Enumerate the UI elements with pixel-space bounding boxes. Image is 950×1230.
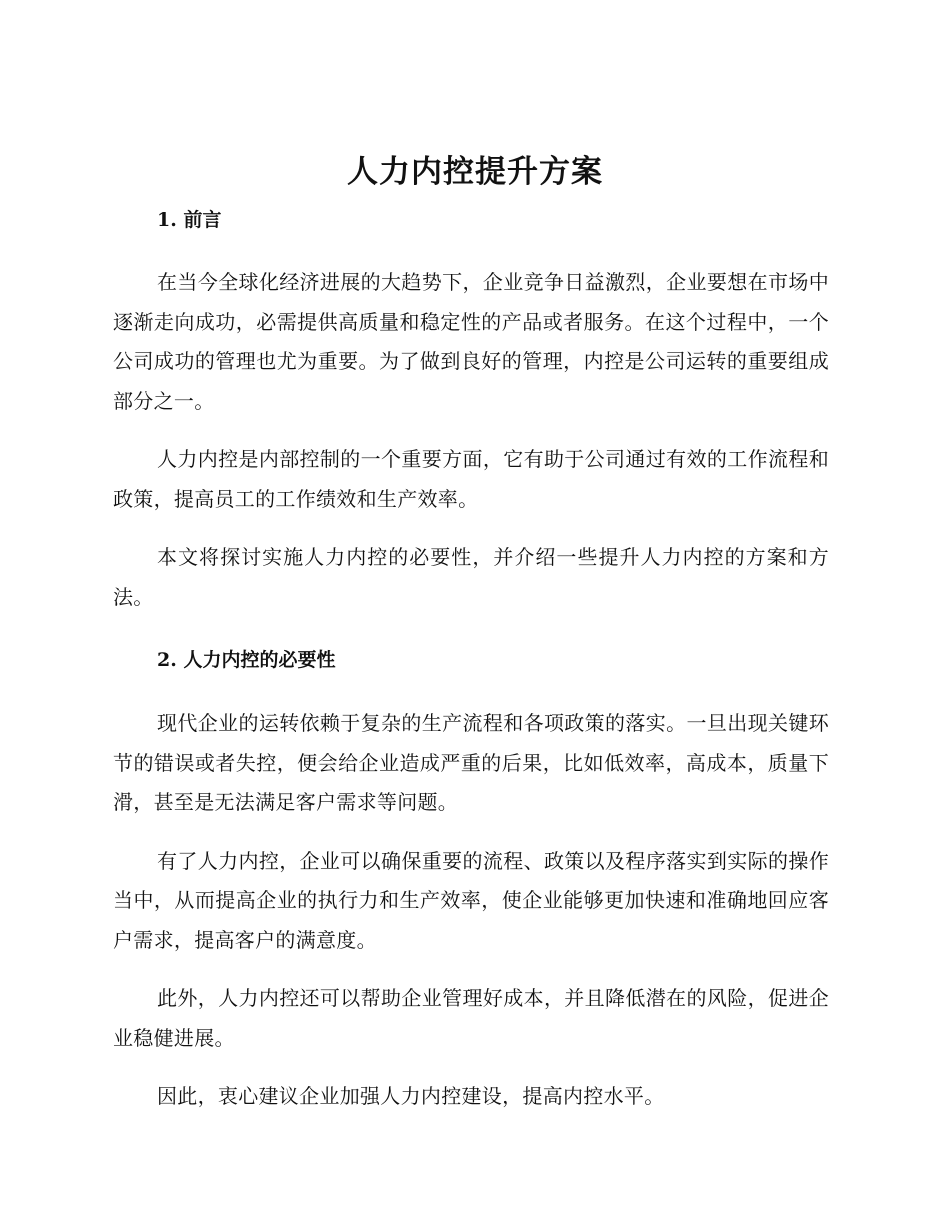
paragraph: 人力内控是内部控制的一个重要方面，它有助于公司通过有效的工作流程和政策，提高员工的工作绩效和生产效率。 <box>113 447 829 511</box>
paragraph: 本文将探讨实施人力内控的必要性，并介绍一些提升人力内控的方案和方法。 <box>113 545 829 609</box>
document-body <box>113 205 829 1117</box>
paragraph: 在当今全球化经济进展的大趋势下，企业竞争日益激烈，企业要想在市场中逐渐走向成功，必需提供高质量和稳定性的产品或者服务。在这个过程中，一个公司成功的管理也尤为重要。为了做到良好的管理，内控是公司运转的重要组成部分之一。 <box>113 270 829 413</box>
document-title: 人力内控提升方案 <box>347 154 603 190</box>
paragraph: 有了人力内控，企业可以确保重要的流程、政策以及程序落实到实际的操作当中，从而提高企业的执行力和生产效率，使企业能够更加快速和准确地回应客户需求，提高客户的满意度。 <box>113 848 829 952</box>
paragraph: 因此，衷心建议企业加强人力内控建设，提高内控水平。 <box>157 1084 665 1108</box>
paragraph: 现代企业的运转依赖于复杂的生产流程和各项政策的落实。一旦出现关键环节的错误或者失控，便会给企业造成严重的后果，比如低效率，高成本，质量下滑，甚至是无法满足客户需求等问题。 <box>113 711 829 814</box>
section-heading-necessity: 2. 人力内控的必要性 <box>157 649 336 671</box>
section-heading-preface: 1. 前言 <box>157 209 222 231</box>
paragraph: 此外，人力内控还可以帮助企业管理好成本，并且降低潜在的风险，促进企业稳健进展。 <box>113 986 829 1050</box>
